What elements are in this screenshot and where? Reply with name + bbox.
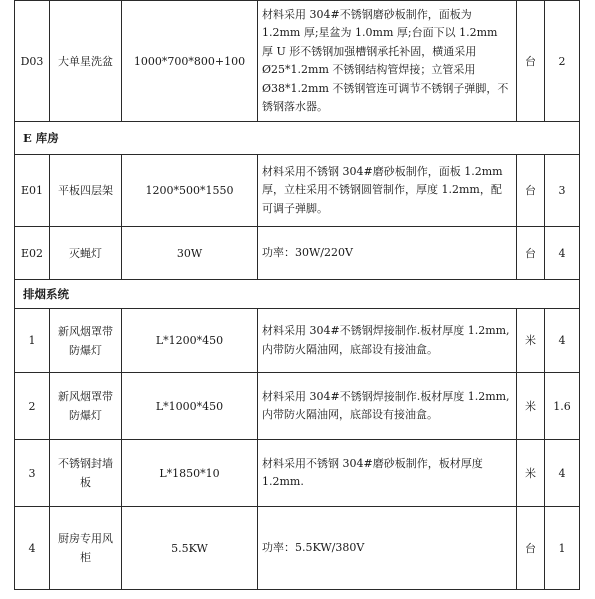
item-size: L*1850*10	[122, 440, 258, 507]
item-description: 功率：30W/220V	[258, 227, 517, 280]
table-row	[15, 440, 580, 507]
item-quantity: 4	[545, 440, 580, 507]
item-name: 平板四层架	[50, 155, 122, 227]
item-size: 30W	[122, 227, 258, 280]
table-row	[15, 227, 580, 280]
table-row	[15, 1, 580, 122]
item-code: 2	[15, 373, 50, 440]
table-row	[15, 309, 580, 373]
item-unit: 台	[517, 155, 545, 227]
section-row	[15, 280, 580, 309]
item-description: 材料采用不锈钢 304#磨砂板制作，板材厚度 1.2mm.	[258, 440, 517, 507]
item-description: 功率：5.5KW/380V	[258, 507, 517, 590]
item-name: 新风烟罩带防爆灯	[50, 373, 122, 440]
item-size: 5.5KW	[122, 507, 258, 590]
item-code: E01	[15, 155, 50, 227]
item-name: 厨房专用风柜	[50, 507, 122, 590]
item-name: 不锈钢封墙板	[50, 440, 122, 507]
item-quantity: 1	[545, 507, 580, 590]
item-quantity: 4	[545, 309, 580, 373]
item-unit: 台	[517, 227, 545, 280]
equipment-table	[14, 0, 580, 590]
item-size: 1200*500*1550	[122, 155, 258, 227]
item-unit: 米	[517, 373, 545, 440]
section-title: E 库房	[15, 122, 580, 155]
item-unit: 米	[517, 309, 545, 373]
item-name: 灭蝇灯	[50, 227, 122, 280]
section-title: 排烟系统	[15, 280, 580, 309]
item-code: 3	[15, 440, 50, 507]
item-size: L*1200*450	[122, 309, 258, 373]
item-description: 材料采用 304#不锈钢焊接制作.板材厚度 1.2mm,内带防火隔油网，底部设有接油盒。	[258, 309, 517, 373]
item-code: 4	[15, 507, 50, 590]
item-code: 1	[15, 309, 50, 373]
item-name: 新风烟罩带防爆灯	[50, 309, 122, 373]
item-code: D03	[15, 1, 50, 122]
item-quantity: 2	[545, 1, 580, 122]
table-row	[15, 373, 580, 440]
item-unit: 台	[517, 1, 545, 122]
table-row	[15, 155, 580, 227]
item-quantity: 1.6	[545, 373, 580, 440]
item-description: 材料采用 304#不锈钢焊接制作.板材厚度 1.2mm,内带防火隔油网，底部设有接油盒。	[258, 373, 517, 440]
item-code: E02	[15, 227, 50, 280]
item-quantity: 3	[545, 155, 580, 227]
item-unit: 台	[517, 507, 545, 590]
item-description: 材料采用不锈钢 304#磨砂板制作，面板 1.2mm 厚，立柱采用不锈钢圆管制作，厚度 1.2mm，配可调子弹脚。	[258, 155, 517, 227]
item-quantity: 4	[545, 227, 580, 280]
item-size: L*1000*450	[122, 373, 258, 440]
item-description: 材料采用 304#不锈钢磨砂板制作，面板为 1.2mm 厚;星盆为 1.0mm 厚;台面下以 1.2mm 厚 U 形不锈钢加强槽钢承托补固，横通采用Ø25*1.2mm 不锈钢结构管焊接；立管采用Ø38*1.2mm 不锈钢管连可调节不锈钢子弹脚，不锈钢落水器。	[258, 1, 517, 122]
item-name: 大单星洗盆	[50, 1, 122, 122]
table-row	[15, 507, 580, 590]
section-row	[15, 122, 580, 155]
item-unit: 米	[517, 440, 545, 507]
item-size: 1000*700*800+100	[122, 1, 258, 122]
